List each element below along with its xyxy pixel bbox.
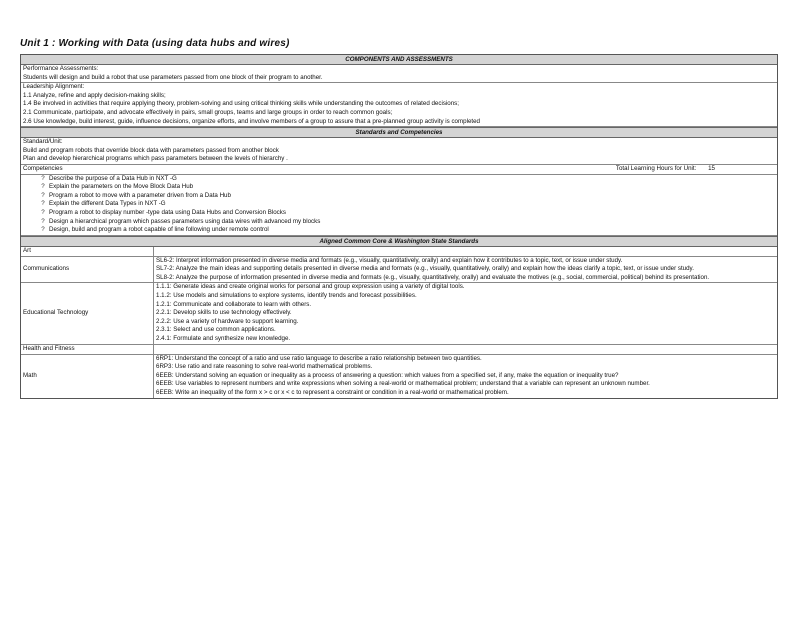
leadership-heading: Leadership Alignment: <box>23 83 85 91</box>
subject-name: Health and Fitness <box>21 344 154 354</box>
aligned-standards-header: Aligned Common Core & Washington State Standards <box>21 236 777 247</box>
learning-hours <box>616 165 775 174</box>
standard-item: 1.2.1: Communicate and collaborate to learn with others. <box>156 300 312 308</box>
subject-standards <box>154 256 778 283</box>
standard-unit-list <box>23 147 775 164</box>
standard-item: 2.2.2: Use a variety of hardware to support learning. <box>156 317 299 325</box>
subject-standards <box>154 247 778 257</box>
standard-item: 6RP1: Understand the concept of a ratio and use ratio language to describe a ratio relationship between two quantities. <box>156 354 482 362</box>
competencies-list <box>21 175 777 236</box>
subject-row <box>21 283 777 344</box>
standard-item: 1.1.1: Generate ideas and create original works for personal and group expression using a variety of digital tools. <box>156 283 465 291</box>
competency-item <box>23 200 775 209</box>
bullet-glyph: ? <box>41 191 45 199</box>
bullet-glyph: ? <box>41 174 45 182</box>
aligned-standards-table <box>21 247 777 398</box>
learning-hours-value: 15 <box>708 164 715 172</box>
competency-text: Describe the purpose of a Data Hub in NXT -G <box>49 174 177 182</box>
standard-item: 6EEB: Write an inequality of the form x > c or x < c to represent a constraint or condition in a real-world or mathematical problem. <box>156 389 509 396</box>
competency-item <box>23 183 775 192</box>
learning-hours-label: Total Learning Hours for Unit: <box>615 164 697 172</box>
standard-item: 6EEB: Use variables to represent numbers and write expressions when solving a real-world or mathematical problem; understand that a variable can represent an unknown number. <box>156 380 650 388</box>
standard-item: 1.1.2: Use models and simulations to explore systems, identify trends and forecast possibilities. <box>156 292 417 300</box>
standard-unit-section <box>21 138 777 165</box>
subject-name: Math <box>23 371 37 379</box>
competency-item <box>23 218 775 227</box>
curriculum-table <box>20 54 778 399</box>
performance-section <box>21 65 777 83</box>
competency-item <box>23 192 775 201</box>
leadership-item: 1.1 Analyze, refine and apply decision-making skills; <box>23 91 166 99</box>
competencies-heading: Competencies <box>23 164 63 172</box>
subject-standards <box>154 283 778 344</box>
bullet-glyph: ? <box>41 217 45 225</box>
standard-item: 2.3.1: Select and use common applications. <box>156 326 276 334</box>
subject-name: Educational Technology <box>21 283 154 344</box>
standard-unit-item: Plan and develop hierarchical programs which pass parameters between the levels of hierarchy . <box>23 155 288 163</box>
competencies-header <box>21 165 777 175</box>
competency-text: Explain the parameters on the Move Block Data Hub <box>49 183 194 191</box>
competency-text: Program a robot to display number -type data using Data Hubs and Conversion Blocks <box>49 208 286 216</box>
components-header: COMPONENTS AND ASSESSMENTS <box>21 55 777 65</box>
competency-item <box>23 226 775 235</box>
standard-item: SL6-2: Interpret information presented in diverse media and formats (e.g., visually, quantitatively, orally) and explain how it contributes to a topic, text, or issue under study. <box>156 256 623 264</box>
leadership-list <box>23 92 775 126</box>
standard-item: 6RP3: Use ratio and rate reasoning to solve real-world mathematical problems. <box>156 363 373 371</box>
leadership-item: 2.1 Communicate, participate, and advocate effectively in pairs, small groups, teams and large groups in order to reach common goals; <box>23 108 393 116</box>
bullet-glyph: ? <box>41 200 45 208</box>
subject-row <box>21 247 777 257</box>
subject-row <box>21 256 777 283</box>
performance-heading: Performance Assessments: <box>23 65 99 72</box>
bullet-glyph: ? <box>41 183 45 191</box>
subject-name: Art <box>21 247 154 257</box>
competency-text: Explain the different Data Types in NXT -G <box>49 200 166 208</box>
unit-title: Unit 1 : Working with Data (using data hubs and wires) <box>20 38 290 49</box>
leadership-section <box>21 83 777 127</box>
standard-item: 6EEB: Understand solving an equation or inequality as a process of answering a question: which values from a specified set, if any, make the equation or inequality true? <box>156 371 619 379</box>
standard-item: SL7-2: Analyze the main ideas and supporting details presented in diverse media and formats (e.g., visually, quantitatively, orally) and explain how the ideas clarify a topic, text, or issue under study. <box>156 265 694 273</box>
competency-text: Program a robot to move with a parameter driven from a Data Hub <box>49 191 231 199</box>
standard-unit-item: Build and program robots that override block data with parameters passed from another block <box>23 146 279 154</box>
competency-text: Design a hierarchical program which passes parameters using data wires with advanced my blocks <box>49 217 321 225</box>
standard-item: SL8-2: Analyze the purpose of information presented in diverse media and formats (e.g., visually, quantitatively, orally) and evaluate the motives (e.g., social, commercial, political) behind its presentation. <box>156 273 710 281</box>
subject-row <box>21 344 777 354</box>
competency-item <box>23 175 775 184</box>
competency-text: Design, build and program a robot capable of line following under remote control <box>49 226 269 234</box>
standard-unit-heading: Standard/Unit: <box>23 138 63 146</box>
subject-row <box>21 354 777 397</box>
subject-standards <box>154 354 778 397</box>
leadership-item: 2.6 Use knowledge, build interest, guide, influence decisions, organize efforts, and involve members of a group to assure that a pre-planned group activity is completed <box>23 117 480 125</box>
bullet-glyph: ? <box>41 226 45 234</box>
competency-item <box>23 209 775 218</box>
performance-text: Students will design and build a robot that use parameters passed from one block of their program to another. <box>23 73 323 81</box>
standards-header: Standards and Competencies <box>21 127 777 138</box>
subject-name: Communications <box>21 256 154 283</box>
subject-standards <box>154 344 778 354</box>
leadership-item: 1.4 Be involved in activities that require applying theory, problem-solving and using critical thinking skills while understanding the outcomes of related decisions; <box>23 100 459 108</box>
standard-item: 2.4.1: Formulate and synthesize new knowledge. <box>156 335 291 343</box>
bullet-glyph: ? <box>41 208 45 216</box>
standard-item: 2.2.1: Develop skills to use technology effectively. <box>156 309 292 317</box>
